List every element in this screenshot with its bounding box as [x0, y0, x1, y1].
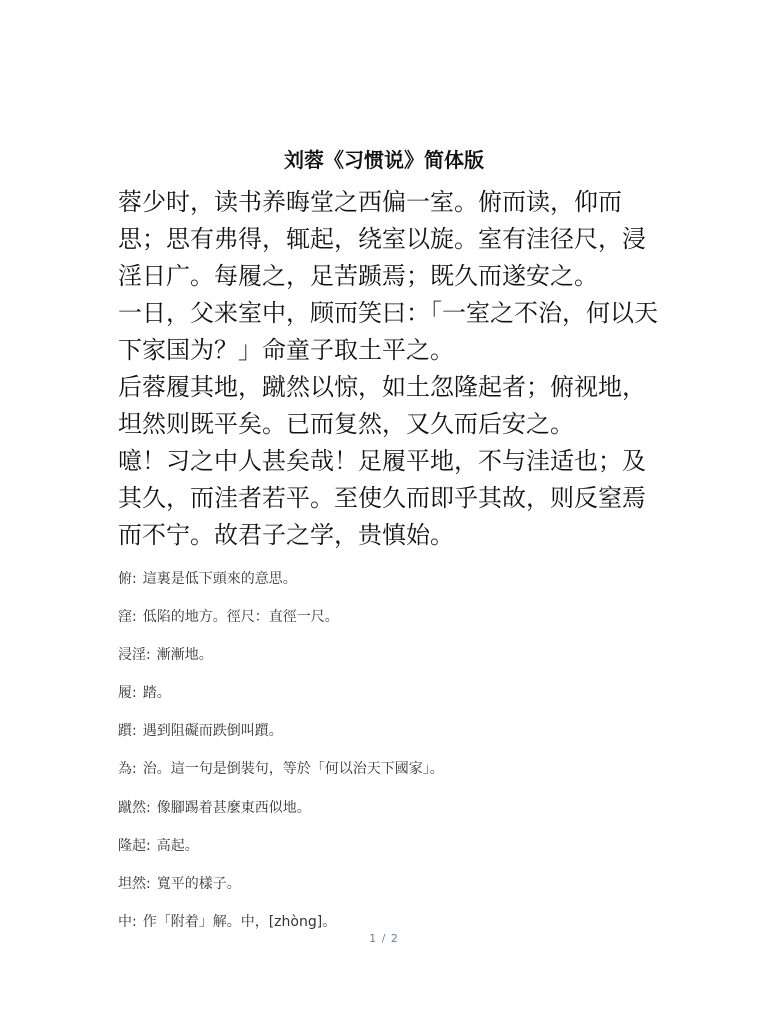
note-text: 像腳踢着甚麼東西似地。 [156, 799, 311, 816]
note-separator: : [132, 609, 137, 626]
paragraph: 后蓉履其地，蹴然以惊，如土忽隆起者；俯视地，坦然则既平矣。已而复然，又久而后安之。 [118, 373, 646, 438]
note-separator: : [132, 913, 137, 930]
main-text [118, 184, 658, 554]
note-term: 為 [118, 761, 132, 778]
note-item [118, 835, 678, 873]
note-item [118, 720, 678, 758]
note-term: 中 [118, 913, 132, 930]
note-separator: : [146, 647, 151, 664]
note-separator: : [146, 837, 151, 854]
paragraph: 噫！习之中人甚矣哉！足履平地，不与洼适也；及其久，而洼者若平。至使久而即乎其故，则反窒焉而不宁。故君子之学，贵慎始。 [118, 447, 646, 549]
note-term: 俯 [118, 571, 132, 587]
note-item [118, 568, 678, 606]
note-text: 踏。 [142, 685, 171, 702]
page-indicator: 1 / 2 [369, 932, 399, 945]
document-title: 刘蓉《习惯说》简体版 [284, 148, 484, 172]
note-term: 履 [118, 685, 132, 702]
paragraph: 蓉少时，读书养晦堂之西偏一室。俯而读，仰而思；思有弗得，辄起，绕室以旋。室有洼径尺，浸淫日广。每履之，足苦踬焉；既久而遂安之。 [118, 188, 646, 290]
note-text: 遇到阻礙而跌倒叫躓。 [142, 723, 283, 740]
note-item [118, 682, 678, 720]
note-item [118, 797, 678, 835]
note-text: 低陷的地方。徑尺：直徑一尺。 [142, 609, 339, 626]
note-text: 高起。 [156, 837, 199, 854]
note-item [118, 644, 678, 682]
note-separator: : [132, 571, 137, 587]
note-term: 窪 [118, 609, 132, 626]
note-separator: : [132, 761, 137, 778]
note-item [118, 758, 678, 796]
note-separator: : [132, 685, 137, 702]
note-separator: : [146, 799, 151, 816]
paragraph: 一日，父来室中，顾而笑曰：「一室之不治，何以天下家国为？」命童子取土平之。 [118, 299, 658, 364]
note-term: 蹴然 [118, 799, 146, 816]
note-text: 寬平的樣子。 [156, 875, 241, 892]
annotation-notes [118, 568, 678, 949]
note-text: 作「附着」解。中，[zhòng]。 [142, 913, 337, 930]
note-term: 隆起 [118, 837, 146, 854]
note-item [118, 606, 678, 644]
note-term: 躓 [118, 723, 132, 740]
note-item [118, 873, 678, 911]
note-term: 坦然 [118, 875, 146, 892]
note-text: 這裏是低下頭來的意思。 [142, 571, 297, 587]
note-text: 治。這一句是倒裝句，等於「何以治天下國家」。 [142, 761, 444, 778]
note-text: 漸漸地。 [156, 647, 213, 664]
note-term: 浸淫 [118, 647, 146, 664]
note-separator: : [132, 723, 137, 740]
note-separator: : [146, 875, 151, 892]
